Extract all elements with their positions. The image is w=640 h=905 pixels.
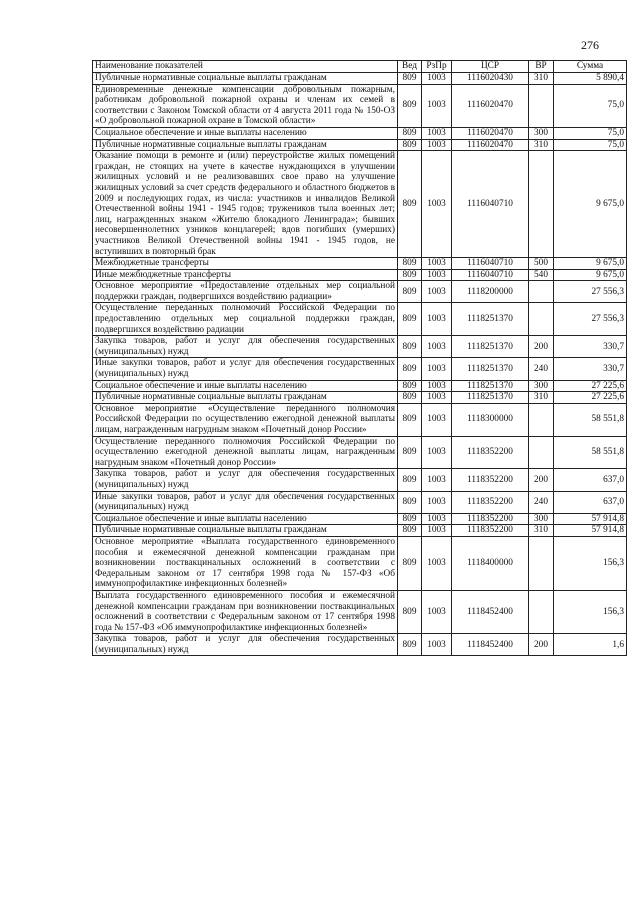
table-row [93,127,627,139]
cell-name: Публичные нормативные социальные выплаты гражданам [93,139,398,151]
table-row [93,491,627,513]
cell-vr: 540 [529,269,554,281]
cell-ved: 809 [398,84,422,127]
cell-csr: 1118352200 [452,513,529,525]
cell-sum: 58 551,8 [554,403,627,436]
cell-csr: 1118352200 [452,436,529,469]
cell-name: Осуществление переданных полномочий Российской Федерации по предоставлению отдельных мер социальной поддержки граждан, подвергшихся воздействию радиации [93,303,398,336]
cell-rzpr: 1003 [422,358,452,380]
cell-csr: 1116020470 [452,84,529,127]
cell-sum: 9 675,0 [554,258,627,270]
cell-vr: 200 [529,469,554,491]
cell-ved: 809 [398,469,422,491]
cell-name: Иные закупки товаров, работ и услуг для обеспечения государственных (муниципальных) нужд [93,358,398,380]
cell-vr [529,303,554,336]
cell-sum: 330,7 [554,336,627,358]
cell-csr: 1116020470 [452,139,529,151]
cell-rzpr: 1003 [422,151,452,258]
cell-vr: 240 [529,491,554,513]
header-csr: ЦСР [452,61,529,73]
table-row [93,73,627,85]
table-row [93,513,627,525]
cell-ved: 809 [398,139,422,151]
cell-name: Основное мероприятие «Выплата государственного единовременного пособия и ежемесячной денежной компенсации гражданам при возникновении поствакцинальных осложнений в соответствии с Федеральным законом от 17 сентября 1998 года № 157-ФЗ «Об иммунопрофилактике инфекционных болезней» [93,536,398,590]
cell-vr: 200 [529,336,554,358]
cell-vr [529,436,554,469]
cell-name: Оказание помощи в ремонте и (или) переустройстве жилых помещений граждан, не стоящих на учете в качестве нуждающихся в улучшении жилищных условий и не реализовавших свое право на улучшение жилищных условий за счет средств федерального и областного бюджетов в 2009 и последующих годах, из числа: участников и инвалидов Великой Отечественной войны 1941 - 1945 годов; тружеников тыла военных лет; лиц, награжденных знаком «Жителю блокадного Ленинграда»; бывших несовершеннолетних узников концлагерей; вдов погибших (умерших) участников Великой Отечественной войны 1941 - 1945 годов, не вступивших в повторный брак [93,151,398,258]
cell-rzpr: 1003 [422,513,452,525]
cell-name: Публичные нормативные социальные выплаты гражданам [93,525,398,537]
cell-rzpr: 1003 [422,634,452,656]
header-sum: Сумма [554,61,627,73]
cell-rzpr: 1003 [422,127,452,139]
table-row [93,269,627,281]
cell-ved: 809 [398,392,422,404]
cell-rzpr: 1003 [422,139,452,151]
cell-ved: 809 [398,634,422,656]
cell-rzpr: 1003 [422,392,452,404]
cell-sum: 5 890,4 [554,73,627,85]
cell-vr [529,281,554,303]
cell-vr: 500 [529,258,554,270]
cell-rzpr: 1003 [422,258,452,270]
cell-vr: 300 [529,380,554,392]
cell-sum: 9 675,0 [554,269,627,281]
table-row [93,151,627,258]
cell-ved: 809 [398,513,422,525]
cell-vr: 310 [529,73,554,85]
cell-ved: 809 [398,127,422,139]
cell-rzpr: 1003 [422,525,452,537]
cell-ved: 809 [398,358,422,380]
cell-name: Единовременные денежные компенсации добровольным пожарным, работникам добровольной пожарной охраны и членам их семей в соответствии с Законом Томской области от 4 августа 2011 года № 150-ОЗ «О добровольной пожарной охране в Томской области» [93,84,398,127]
cell-csr: 1118452400 [452,590,529,633]
cell-csr: 1118300000 [452,403,529,436]
header-name: Наименование показателей [93,61,398,73]
cell-ved: 809 [398,151,422,258]
cell-sum: 330,7 [554,358,627,380]
cell-sum: 637,0 [554,469,627,491]
table-row [93,358,627,380]
cell-sum: 9 675,0 [554,151,627,258]
cell-rzpr: 1003 [422,469,452,491]
cell-csr: 1118352200 [452,525,529,537]
cell-ved: 809 [398,380,422,392]
cell-csr: 1118251370 [452,380,529,392]
cell-csr: 1116020430 [452,73,529,85]
table-row [93,403,627,436]
cell-rzpr: 1003 [422,491,452,513]
cell-ved: 809 [398,303,422,336]
cell-vr: 200 [529,634,554,656]
cell-vr [529,536,554,590]
cell-ved: 809 [398,436,422,469]
table-row [93,436,627,469]
table-row [93,634,627,656]
cell-name: Основное мероприятие «Предоставление отдельных мер социальной поддержки граждан, подвергшихся воздействию радиации» [93,281,398,303]
page-number: 276 [581,38,599,52]
cell-vr: 300 [529,127,554,139]
cell-csr: 1118251370 [452,336,529,358]
header-ved: Вед [398,61,422,73]
cell-sum: 57 914,8 [554,513,627,525]
cell-name: Иные межбюджетные трансферты [93,269,398,281]
cell-csr: 1118200000 [452,281,529,303]
budget-table [92,60,627,656]
cell-name: Выплата государственного единовременного пособия и ежемесячной денежной компенсации гражданам при возникновении поствакцинальных осложнений в соответствии с Федеральным законом от 17 сентября 1998 года № 157-ФЗ «Об иммунопрофилактике инфекционных болезней» [93,590,398,633]
table-row [93,536,627,590]
cell-vr: 310 [529,392,554,404]
cell-sum: 27 225,6 [554,380,627,392]
cell-name: Социальное обеспечение и иные выплаты населению [93,513,398,525]
cell-ved: 809 [398,536,422,590]
cell-name: Социальное обеспечение и иные выплаты населению [93,127,398,139]
cell-ved: 809 [398,258,422,270]
header-rzpr: РзПр [422,61,452,73]
cell-sum: 75,0 [554,139,627,151]
cell-vr [529,590,554,633]
cell-sum: 58 551,8 [554,436,627,469]
cell-rzpr: 1003 [422,303,452,336]
cell-vr [529,403,554,436]
cell-ved: 809 [398,281,422,303]
cell-sum: 156,3 [554,536,627,590]
cell-name: Публичные нормативные социальные выплаты гражданам [93,392,398,404]
cell-sum: 156,3 [554,590,627,633]
cell-vr [529,84,554,127]
cell-csr: 1118452400 [452,634,529,656]
table-row [93,84,627,127]
cell-vr [529,151,554,258]
cell-name: Межбюджетные трансферты [93,258,398,270]
table-header-row [93,61,627,73]
header-vr: ВР [529,61,554,73]
cell-csr: 1118352200 [452,491,529,513]
cell-name: Иные закупки товаров, работ и услуг для обеспечения государственных (муниципальных) нужд [93,491,398,513]
table-row [93,281,627,303]
cell-sum: 27 556,3 [554,303,627,336]
table-row [93,139,627,151]
cell-name: Закупка товаров, работ и услуг для обеспечения государственных (муниципальных) нужд [93,336,398,358]
cell-rzpr: 1003 [422,536,452,590]
table-row [93,303,627,336]
cell-csr: 1118251370 [452,303,529,336]
cell-rzpr: 1003 [422,336,452,358]
cell-ved: 809 [398,336,422,358]
cell-sum: 27 225,6 [554,392,627,404]
cell-rzpr: 1003 [422,281,452,303]
cell-sum: 75,0 [554,127,627,139]
cell-csr: 1116040710 [452,151,529,258]
cell-vr: 240 [529,358,554,380]
table-row [93,525,627,537]
cell-sum: 57 914,8 [554,525,627,537]
cell-csr: 1116040710 [452,269,529,281]
table-row [93,258,627,270]
cell-csr: 1118400000 [452,536,529,590]
cell-csr: 1118352200 [452,469,529,491]
table-row [93,590,627,633]
cell-name: Осуществление переданного полномочия Российской Федерации по осуществлению ежегодной денежной выплаты лицам, награжденным нагрудным знаком «Почетный донор России» [93,436,398,469]
cell-csr: 1118251370 [452,358,529,380]
cell-ved: 809 [398,269,422,281]
table-row [93,392,627,404]
table-row [93,380,627,392]
cell-sum: 27 556,3 [554,281,627,303]
cell-sum: 1,6 [554,634,627,656]
cell-sum: 637,0 [554,491,627,513]
cell-ved: 809 [398,73,422,85]
cell-vr: 300 [529,513,554,525]
table-row [93,469,627,491]
cell-rzpr: 1003 [422,436,452,469]
cell-ved: 809 [398,590,422,633]
cell-csr: 1118251370 [452,392,529,404]
cell-ved: 809 [398,525,422,537]
cell-name: Социальное обеспечение и иные выплаты населению [93,380,398,392]
cell-name: Основное мероприятие «Осуществление переданного полномочия Российской Федерации по осуществлению ежегодной денежной выплаты лицам, награжденным нагрудным знаком «Почетный донор России» [93,403,398,436]
cell-name: Публичные нормативные социальные выплаты гражданам [93,73,398,85]
cell-rzpr: 1003 [422,380,452,392]
cell-sum: 75,0 [554,84,627,127]
cell-rzpr: 1003 [422,269,452,281]
cell-rzpr: 1003 [422,84,452,127]
cell-rzpr: 1003 [422,73,452,85]
cell-rzpr: 1003 [422,590,452,633]
cell-rzpr: 1003 [422,403,452,436]
cell-csr: 1116040710 [452,258,529,270]
cell-csr: 1116020470 [452,127,529,139]
cell-name: Закупка товаров, работ и услуг для обеспечения государственных (муниципальных) нужд [93,634,398,656]
cell-ved: 809 [398,491,422,513]
table-row [93,336,627,358]
cell-vr: 310 [529,139,554,151]
cell-name: Закупка товаров, работ и услуг для обеспечения государственных (муниципальных) нужд [93,469,398,491]
cell-vr: 310 [529,525,554,537]
cell-ved: 809 [398,403,422,436]
